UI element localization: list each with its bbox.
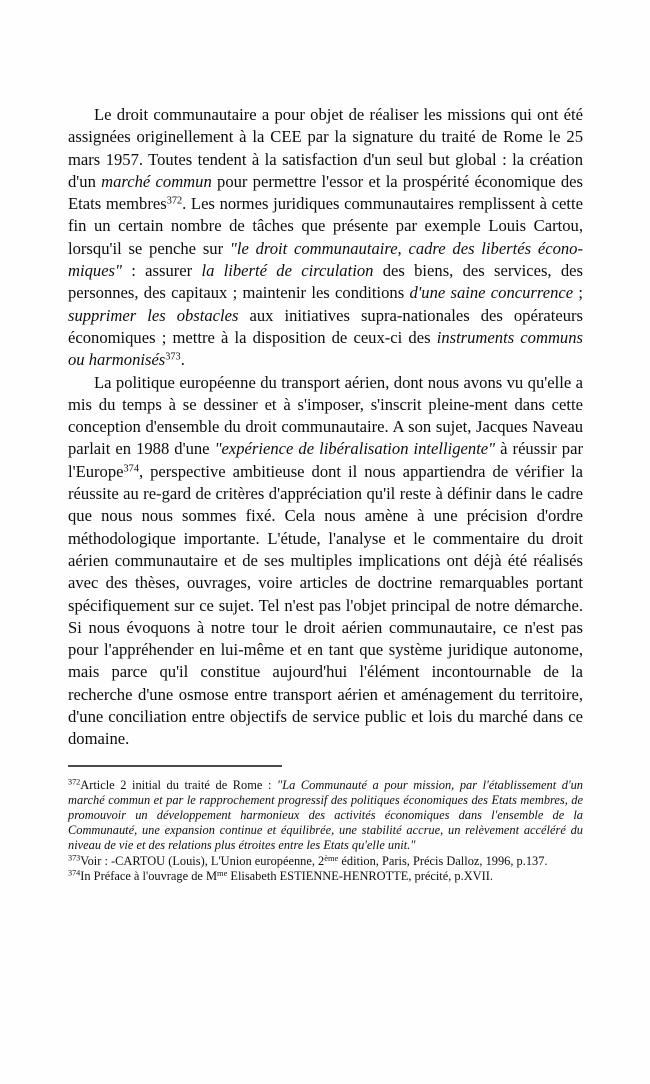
paragraph-1 xyxy=(68,104,583,372)
paragraph-2 xyxy=(68,372,583,751)
footnote-374-part-1: In Préface à l'ouvrage de M xyxy=(80,868,218,883)
para1-italic-marche-commun: marché commun xyxy=(101,171,212,191)
footnote-372-quote: "La Communauté a pour mission, par l'établissement d'un marché commun et par le rapprochement progressif des politiques économiques des Etats membres, de promouvoir un développement harmonieux des activités économiques dans l'ensemble de la Communauté, une expansion continue et équilibrée, une stabilité accrue, un relèvement accéléré du niveau de vie et des relations plus étroites entre les Etats qu'elle unit." xyxy=(68,777,583,853)
para2-italic-experience-liberalisation: "expérience de libéralisation intelligente" xyxy=(214,439,496,459)
page-body-text xyxy=(68,104,583,751)
para2-run-1: La politique européenne du transport aérien, dont nous avons vu qu'elle a mis du temps à se dessiner et à s'imposer, s'inscrit pleine-ment dans cette conception d'ensemble du droit communautaire. A son sujet, Jacques Naveau parlait en 1988 d'une xyxy=(68,372,583,459)
para1-run-4: : assurer xyxy=(121,261,202,281)
footnote-372-lead: Article 2 initial du traité de Rome : xyxy=(80,777,277,792)
footnote-373-number: 373 xyxy=(68,853,81,863)
footnote-373-ordinal-superscript: ème xyxy=(324,852,339,863)
para1-italic-quote-cartou: "le droit communautaire, cadre des libertés écono-miques" xyxy=(68,238,583,281)
footnote-372-number: 372 xyxy=(68,777,81,786)
para1-italic-supprimer-obstacles: supprimer les obstacles xyxy=(68,305,239,325)
para1-run-6: ; xyxy=(573,283,583,303)
para1-italic-instruments-communs: instruments communs ou harmonisés xyxy=(68,327,583,370)
footnote-374-part-2: Elisabeth ESTIENNE-HENROTTE, précité, p.XVII. xyxy=(227,868,493,883)
footnote-separator-rule xyxy=(68,765,282,767)
footnote-374-number: 374 xyxy=(68,868,81,878)
para1-run-1: Le droit communautaire a pour objet de réaliser les missions qui ont été assignées originellement à la CEE par la signature du traité de Rome le 25 mars 1957. Toutes tendent à la satisfaction d'un seul but global : la création d'un xyxy=(68,105,583,191)
para1-run-5: des biens, des services, des personnes, des capitaux ; maintenir les conditions xyxy=(68,261,583,303)
para1-run-2: pour permettre l'essor et la prospérité économique des Etats membres xyxy=(68,171,583,214)
para2-run-3: , perspective ambitieuse dont il nous appartiendra de vérifier la réussite au re-gard de critères d'appréciation qu'il reste à définir dans le cadre que nous nous sommes fixé. Cela nous amène à une précision d'ordre méthodologique importante. L'étude, l'analyse et le commentaire du droit aérien communautaire et de ses multiples implications ont déjà été réalisés avec des thèses, ouvrages, voire articles de doctrine remarquables portant spécifiquement sur ce sujet. Tel n'est pas l'objet principal de notre démarche. Si nous évoquons à notre tour le droit aérien communautaire, ce n'est pas pour l'appréhender en lui-même et en tant que système juridique autonome, mais parce qu'il constitue aujourd'hui l'élément incontournable de la recherche d'une osmose entre transport aérien et aménagement du territoire, d'une conciliation entre objectifs de service public et lois du marché dans ce domaine. xyxy=(68,461,583,749)
para2-run-2: à réussir par l'Europe xyxy=(68,439,583,481)
footnote-374 xyxy=(68,869,583,884)
footnote-ref-373[interactable]: 373 xyxy=(165,351,181,363)
footnote-372 xyxy=(68,778,583,854)
footnote-373-part-1: Voir : -CARTOU (Louis), L'Union européenne, 2 xyxy=(80,853,325,868)
para1-run-3: . Les normes juridiques communautaires remplissent à cette fin un certain nombre de tâches que présente par exemple Louis Cartou, lorsqu'il se penche sur xyxy=(68,194,583,258)
footnote-ref-374[interactable]: 374 xyxy=(123,463,139,475)
footnotes-section xyxy=(68,765,583,884)
footnote-ref-372[interactable]: 372 xyxy=(166,195,183,207)
para1-italic-liberte-circulation: la liberté de circulation xyxy=(201,261,374,281)
para1-italic-saine-concurrence: d'une saine concurrence xyxy=(409,283,574,303)
para1-run-7: aux initiatives supra-nationales des opérateurs économiques ; mettre à la disposition de ceux-ci des xyxy=(68,305,583,347)
footnote-373 xyxy=(68,854,583,869)
footnote-374-title-superscript: me xyxy=(217,867,228,878)
para1-run-8: . xyxy=(180,350,185,370)
footnote-373-part-2: édition, Paris, Précis Dalloz, 1996, p.137. xyxy=(338,853,548,868)
